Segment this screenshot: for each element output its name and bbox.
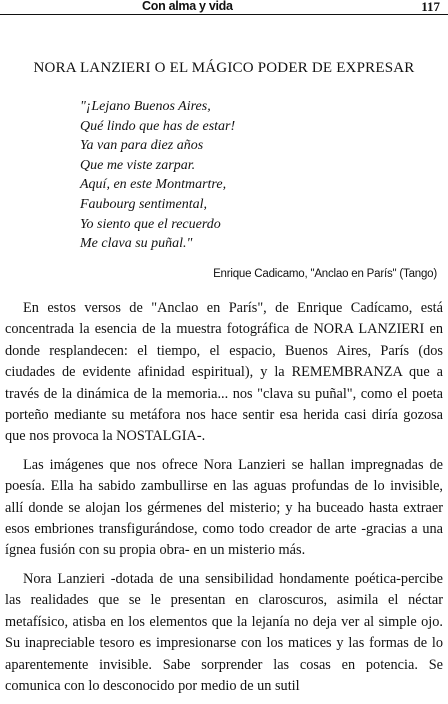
poem-line: Faubourg sentimental, bbox=[80, 196, 208, 212]
poem-line: Qué lindo que has de estar! bbox=[80, 118, 236, 134]
poem-epigraph bbox=[80, 97, 235, 254]
paragraph: En estos versos de "Anclao en París", de Enrique Cadícamo, está concentrada la esencia de la muestra fotográfica de NORA LANZIERI en donde resplandecen: el tiempo, el espacio, Buenos Aires, París (dos ciudades de evidente afinidad espiritual), y la REMEMBRANZA que a través de la dinámica de la memoria... nos "clava su puñal", como el poeta porteño mediante su metáfora nos hace sentir esa herida casi diría gozosa que nos provoca la NOSTALGIA-. bbox=[5, 300, 443, 445]
article-title: NORA LANZIERI O EL MÁGICO PODER DE EXPRESAR bbox=[33, 60, 415, 76]
body-text bbox=[5, 298, 443, 704]
poem-line: Aquí, en este Montmartre, bbox=[80, 177, 227, 193]
poem-line: Me clava su puñal." bbox=[80, 236, 193, 252]
poem-attribution: Enrique Cadicamo, "Anclao en París" (Tango) bbox=[213, 268, 437, 280]
poem-line: Yo siento que el recuerdo bbox=[80, 216, 221, 232]
paragraph: Las imágenes que nos ofrece Nora Lanzieri se hallan impregnadas de poesía. Ella ha sabido zambullirse en las aguas profundas de lo invisible, allí donde se alojan los gérmenes del misterio; y ha buceado hasta extraer esos embriones transfigurándose, como todo creador de arte -gracias a una ígnea fusión con su propia obra- en un misterio más. bbox=[5, 456, 443, 559]
poem-line: Que me viste zarpar. bbox=[80, 157, 196, 173]
paragraph: Nora Lanzieri -dotada de una sensibilidad hondamente poética-percibe las realidades que se le presentan en claroscuros, asimila el néctar metafísico, atisba en los elementos que la lejanía no deja ver al simple ojo. Su inapreciable tesoro es impresionarse con los matices y las formas de lo aparentemente invisible. Sabe sorprender las cosas en potencia. Se comunica con lo desconocido por medio de un sutil bbox=[5, 570, 443, 694]
poem-line: "¡Lejano Buenos Aires, bbox=[80, 99, 211, 114]
page-header bbox=[0, 0, 448, 18]
poem-line: Ya van para diez años bbox=[80, 138, 204, 154]
header-rule bbox=[0, 14, 448, 15]
page-number: 117 bbox=[421, 0, 440, 14]
running-title: Con alma y vida bbox=[142, 0, 233, 13]
